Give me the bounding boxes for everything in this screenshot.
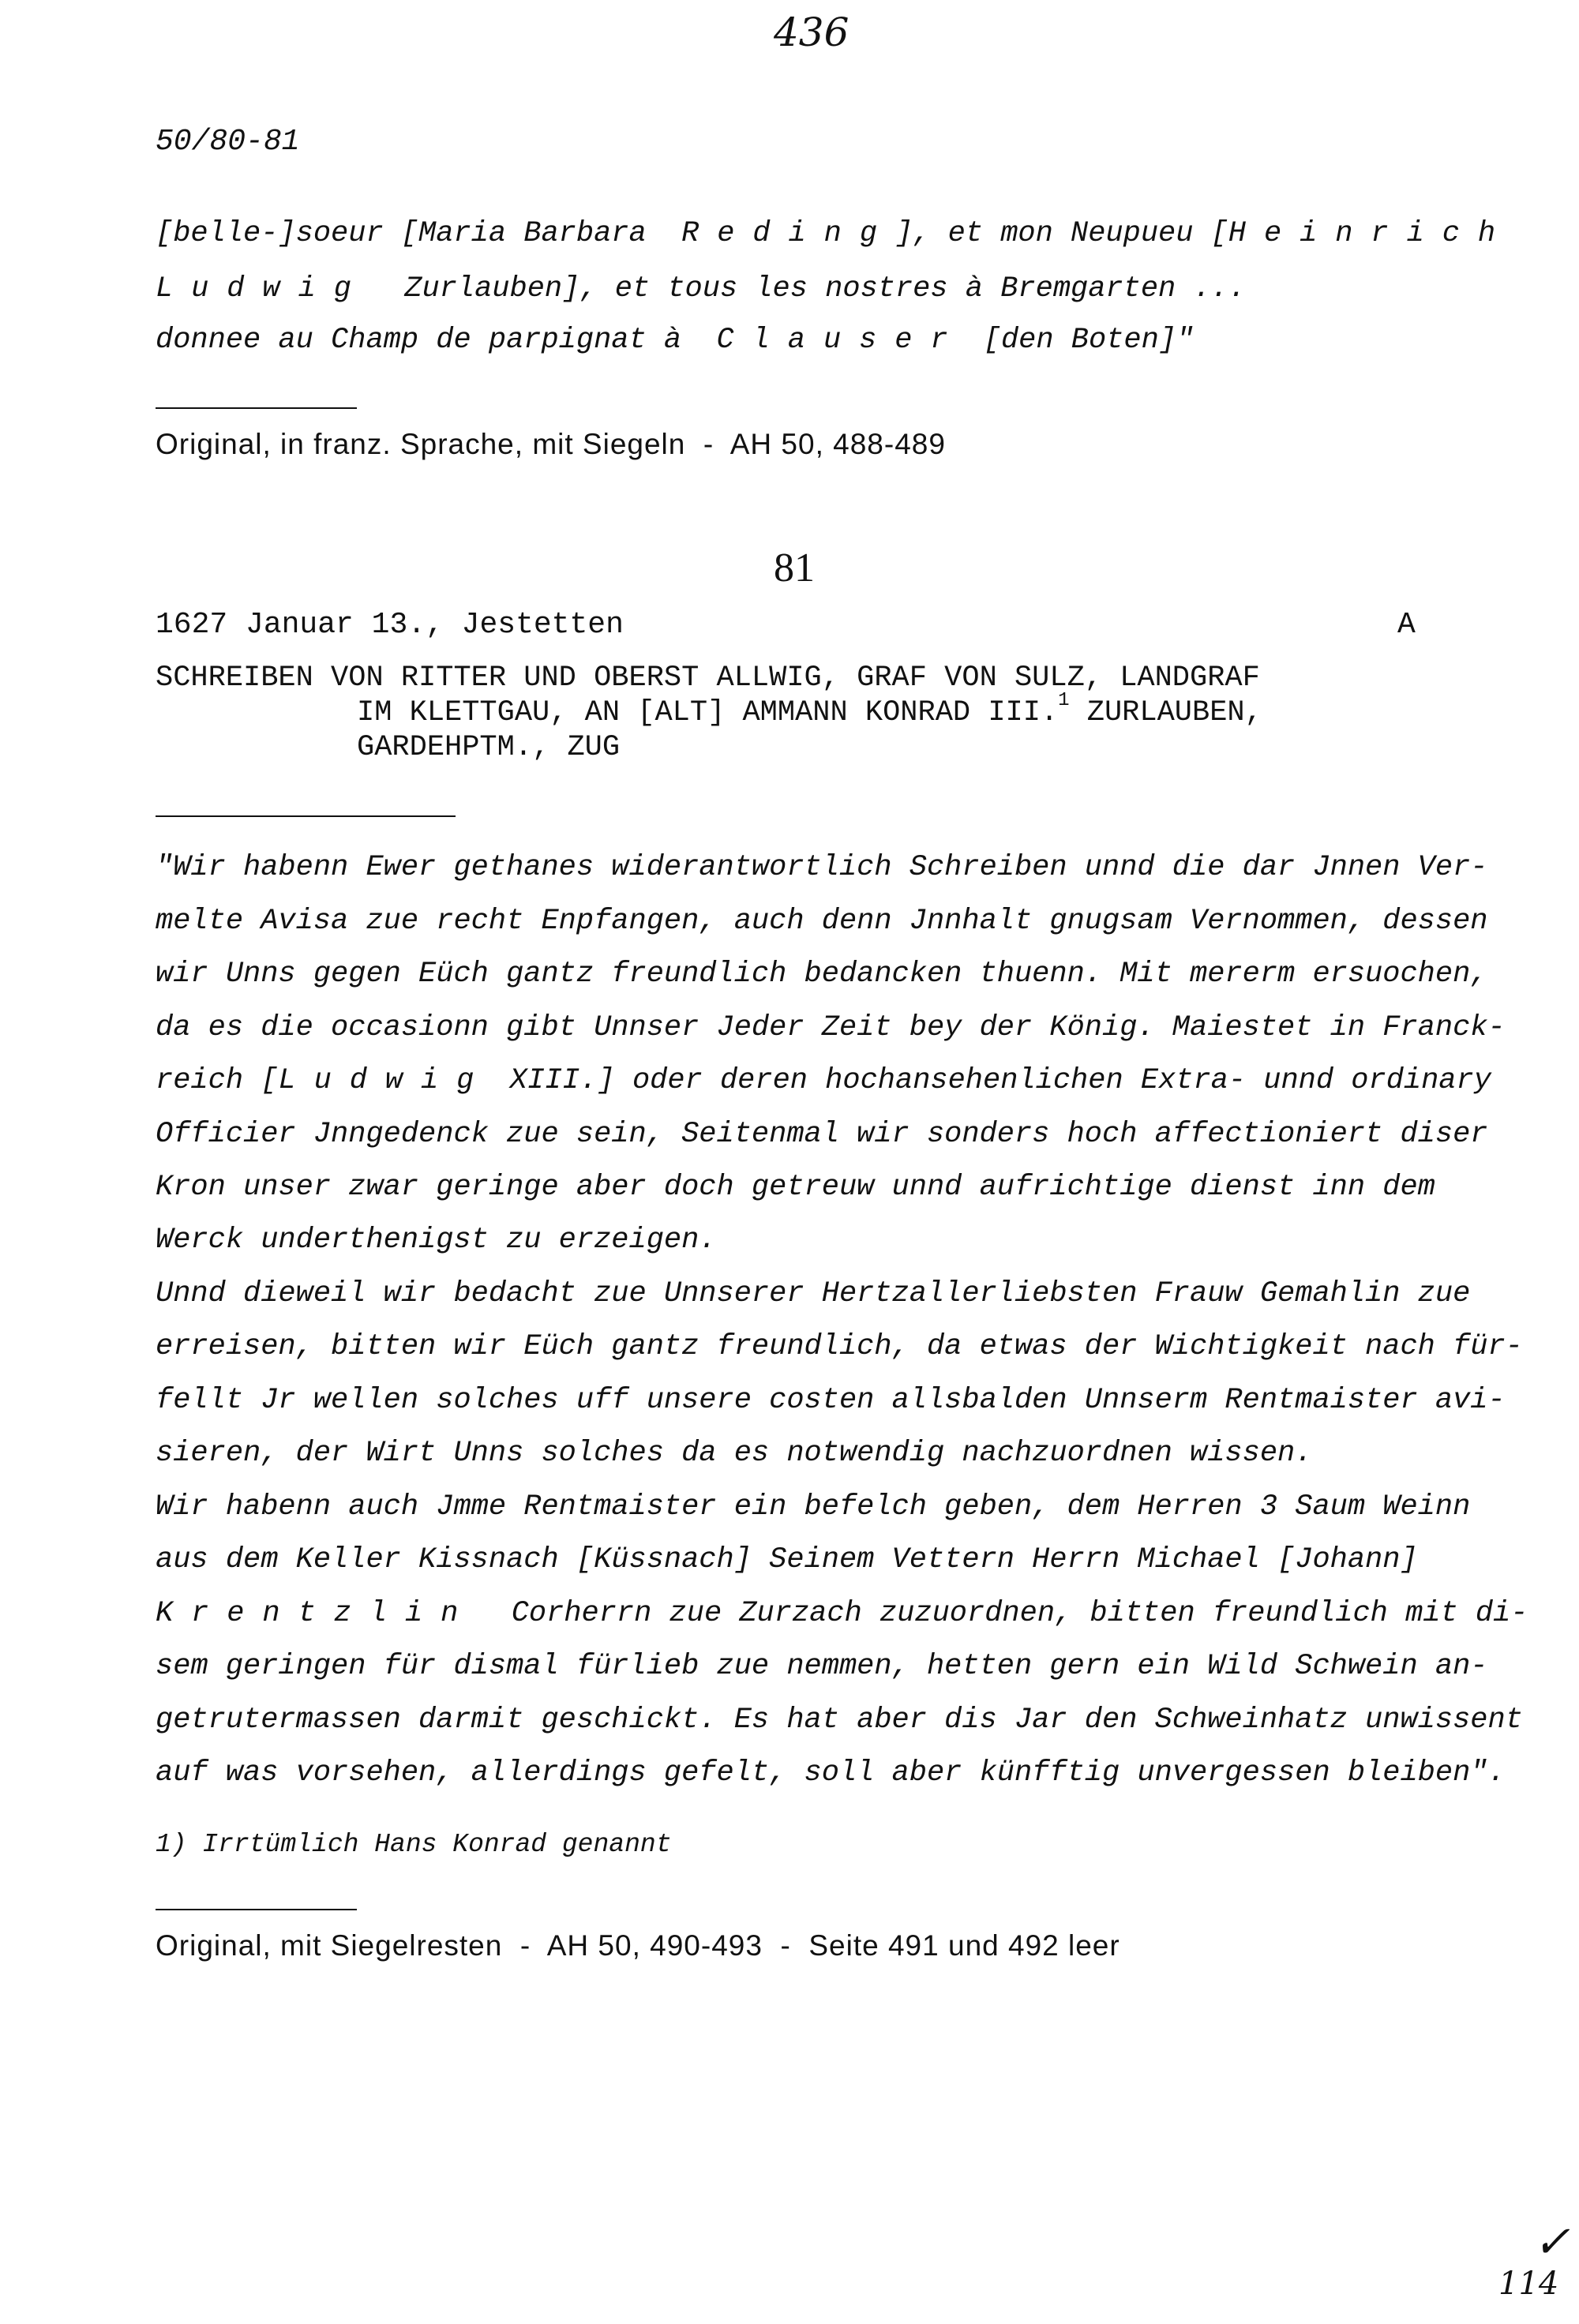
footnote-marker: 1 bbox=[1058, 690, 1070, 711]
document-number: 81 bbox=[774, 545, 815, 590]
divider bbox=[156, 1909, 357, 1910]
letter-line: da es die occasionn gibt Unnser Jeder Zeit bey der König. Maiestet in Franck- bbox=[156, 1011, 1506, 1044]
letter-line: erreisen, bitten wir Eüch gantz freundlich, da etwas der Wichtigkeit nach für- bbox=[156, 1330, 1523, 1363]
letter-line: melte Avisa zue recht Enpfangen, auch denn Jnnhalt gnugsam Vernommen, dessen bbox=[156, 905, 1488, 938]
text-segment: reich [ bbox=[156, 1064, 279, 1097]
source-note-1: Original, in franz. Sprache, mit Siegeln - AH 50, 488-489 bbox=[156, 428, 946, 460]
letter-line: Werck underthenigst zu erzeigen. bbox=[156, 1224, 717, 1257]
letter-line: wir Unns gegen Eüch gantz freundlich bedancken thuenn. Mit mererm ersuochen, bbox=[156, 958, 1488, 991]
prev-letter-line-2 bbox=[156, 272, 1246, 305]
letter-line bbox=[156, 1597, 1528, 1630]
title-line-3: GARDEHPTM., ZUG bbox=[357, 731, 621, 764]
text-segment: XIII.] oder deren hochansehenlichen Extra- unnd ordinary bbox=[492, 1064, 1491, 1097]
letter-line: fellt Jr wellen solches uff unsere costen allsbalden Unnserm Rentmaister avi- bbox=[156, 1384, 1506, 1417]
prev-letter-line-3 bbox=[156, 324, 1194, 357]
prev-letter-line-1 bbox=[156, 217, 1513, 250]
text-segment: donnee au Champ de parpignat à bbox=[156, 324, 717, 357]
person-name-spaced: Ludwig bbox=[278, 1064, 493, 1097]
text-segment: Zurlauben], et tous les nostres à Bremgarten ... bbox=[369, 272, 1247, 305]
letter-line: Kron unser zwar geringe aber doch getreuw unnd aufrichtige dienst inn dem bbox=[156, 1171, 1435, 1204]
document-reference: 50/80-81 bbox=[156, 125, 300, 159]
letter-line: getrutermassen darmit geschickt. Es hat aber dis Jar den Schweinhatz unwissent bbox=[156, 1704, 1523, 1737]
source-note-2: Original, mit Siegelresten - AH 50, 490-493 - Seite 491 und 492 leer bbox=[156, 1929, 1120, 1962]
person-name-spaced: Krentzlin bbox=[156, 1597, 477, 1630]
person-name-spaced: Ludwig bbox=[156, 272, 369, 305]
document-type: A bbox=[1397, 608, 1416, 642]
letter-line: "Wir habenn Ewer gethanes widerantwortlich Schreiben unnd die dar Jnnen Ver- bbox=[156, 851, 1488, 884]
letter-line: sem geringen für dismal fürlieb zue nemmen, hetten gern ein Wild Schwein an- bbox=[156, 1650, 1488, 1683]
divider bbox=[156, 815, 456, 817]
text-segment: [belle-]soeur [Maria Barbara bbox=[156, 217, 682, 250]
divider bbox=[156, 407, 357, 409]
letter-line: aus dem Keller Kissnach [Küssnach] Seinem Vettern Herrn Michael [Johann] bbox=[156, 1543, 1418, 1576]
letter-line bbox=[156, 1064, 1491, 1097]
letter-line: Officier Jnngedenck zue sein, Seitenmal wir sonders hoch affectioniert diser bbox=[156, 1118, 1488, 1151]
text-segment: ], et mon Neupueu [ bbox=[895, 217, 1228, 250]
handwritten-page-number: 436 bbox=[774, 9, 850, 55]
title-text: IM KLETTGAU, AN [ALT] AMMANN KONRAD III. bbox=[357, 696, 1059, 729]
person-name-spaced: Reding bbox=[681, 217, 895, 250]
letter-line: auf was vorsehen, allerdings gefelt, soll aber künfftig unvergessen bleiben". bbox=[156, 1756, 1506, 1790]
letter-line: Wir habenn auch Jmme Rentmaister ein befelch geben, dem Herren 3 Saum Weinn bbox=[156, 1490, 1471, 1524]
date-place: 1627 Januar 13., Jestetten bbox=[156, 608, 624, 642]
checkmark-icon: ✓ bbox=[1533, 2217, 1570, 2268]
title-text: ZURLAUBEN, bbox=[1069, 696, 1262, 729]
letter-line: Unnd dieweil wir bedacht zue Unnserer Hertzallerliebsten Frauw Gemahlin zue bbox=[156, 1277, 1471, 1310]
handwritten-folio-number: 114 bbox=[1498, 2266, 1559, 2302]
text-segment: [den Boten]" bbox=[966, 324, 1195, 357]
title-line-1: SCHREIBEN VON RITTER UND OBERST ALLWIG, GRAF VON SULZ, LANDGRAF bbox=[156, 662, 1260, 695]
footnote: 1) Irrtümlich Hans Konrad genannt bbox=[156, 1830, 672, 1859]
letter-line: sieren, der Wirt Unns solches da es notwendig nachzuordnen wissen. bbox=[156, 1437, 1313, 1470]
title-line-2 bbox=[357, 690, 1262, 729]
text-segment: Corherrn zue Zurzach zuzuordnen, bitten freundlich mit di- bbox=[476, 1597, 1528, 1630]
person-name-spaced: Heinrich bbox=[1228, 217, 1514, 250]
person-name-spaced: Clauser bbox=[716, 324, 966, 357]
